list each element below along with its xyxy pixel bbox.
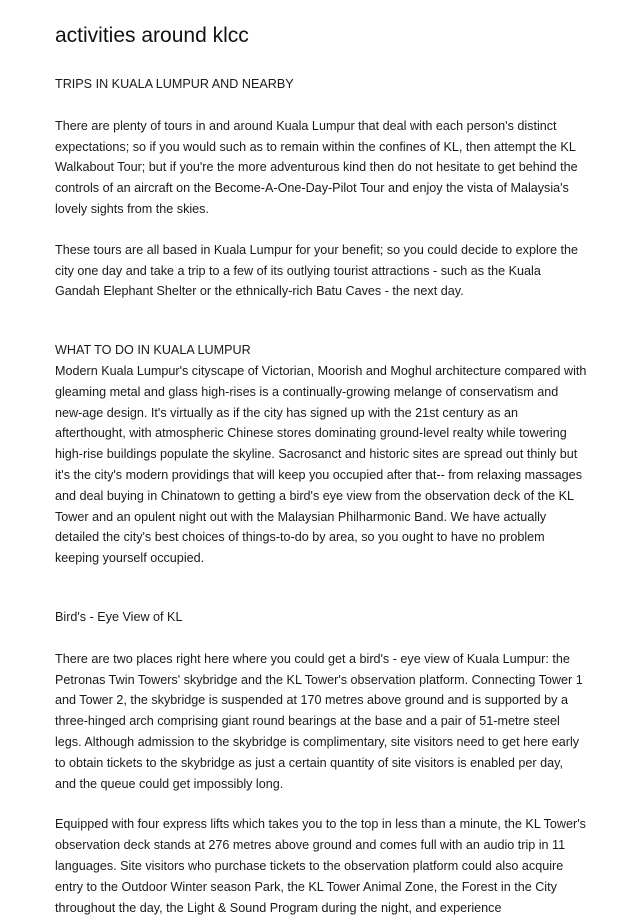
section-heading-trips: TRIPS IN KUALA LUMPUR AND NEARBY: [55, 77, 294, 91]
document-title: activities around klcc: [55, 24, 249, 47]
paragraph-birds-eye-1: There are two places right here where you could get a bird's - eye view of Kuala Lumpur: the Petronas Twin Towers' skybridge and the KL Tower's observation platform. Connecting Tower 1 and Tower 2, the skybridge is suspended at 170 metres above ground and is supported by a three-hinged arch comprising giant round bearings at the base and a pair of 51-metre steel legs. Although admission to the skybridge is complimentary, site visitors need to get here early to obtain tickets to the skybridge as just a certain quantity of site visitors is enabled per day, and the queue could get impossibly long.: [55, 651, 583, 791]
document-page: [55, 22, 587, 918]
paragraph-trips-2: These tours are all based in Kuala Lumpur for your benefit; so you could decide to explore the city one day and take a trip to a few of its outlying tourist attractions - such as the Kuala Gandah Elephant Shelter or the ethnically-rich Batu Caves - the next day.: [55, 242, 578, 299]
section-birds-eye: [55, 607, 587, 918]
section-trips: [55, 74, 587, 302]
section-what-to-do: [55, 340, 587, 569]
paragraph-trips-1: There are plenty of tours in and around Kuala Lumpur that deal with each person's distinct expectations; so if you would such as to remain within the confines of KL, then attempt the KL Walkabout Tour; but if you're the more adventurous kind then do not hesitate to get behind the controls of an aircraft on the Become-A-One-Day-Pilot Tour and enjoy the vista of Malaysia's lovely sights from the skies.: [55, 118, 578, 216]
paragraph-birds-eye-2: Equipped with four express lifts which takes you to the top in less than a minute, the KL Tower's observation deck stands at 276 metres above ground and comes full with an audio trip in 11 languages. Site visitors who purchase tickets to the observation platform could also acquire entry to the Outdoor Winter season Park, the KL Tower Animal Zone, the Forest in the City throughout the day, the Light & Sound Program during the night, and experience: [55, 817, 586, 915]
section-heading-what-to-do: WHAT TO DO IN KUALA LUMPUR: [55, 343, 251, 358]
section-heading-birds-eye: Bird's - Eye View of KL: [55, 609, 183, 624]
paragraph-what-to-do-1: Modern Kuala Lumpur's cityscape of Victorian, Moorish and Moghul architecture compared with gleaming metal and glass high-rises is a continually-growing melange of conservatism and new-age design. It's virtually as if the city has signed up with the 21st century as an afterthought, with atmospheric Chinese stores dominating ground-level realty while towering high-rise buildings populate the skyline. Sacrosanct and historic sites are spread out thinly but it's the city's modern providings that will keep you occupied after that-- from relaxing massages and deal buying in Chinatown to getting a bird's eye view from the observation deck of the KL Tower and an opulent night out with the Malaysian Philharmonic Band. We have actually detailed the city's best choices of things-to-do by area, so you ought to have no problem keeping yourself occupied.: [55, 363, 587, 566]
